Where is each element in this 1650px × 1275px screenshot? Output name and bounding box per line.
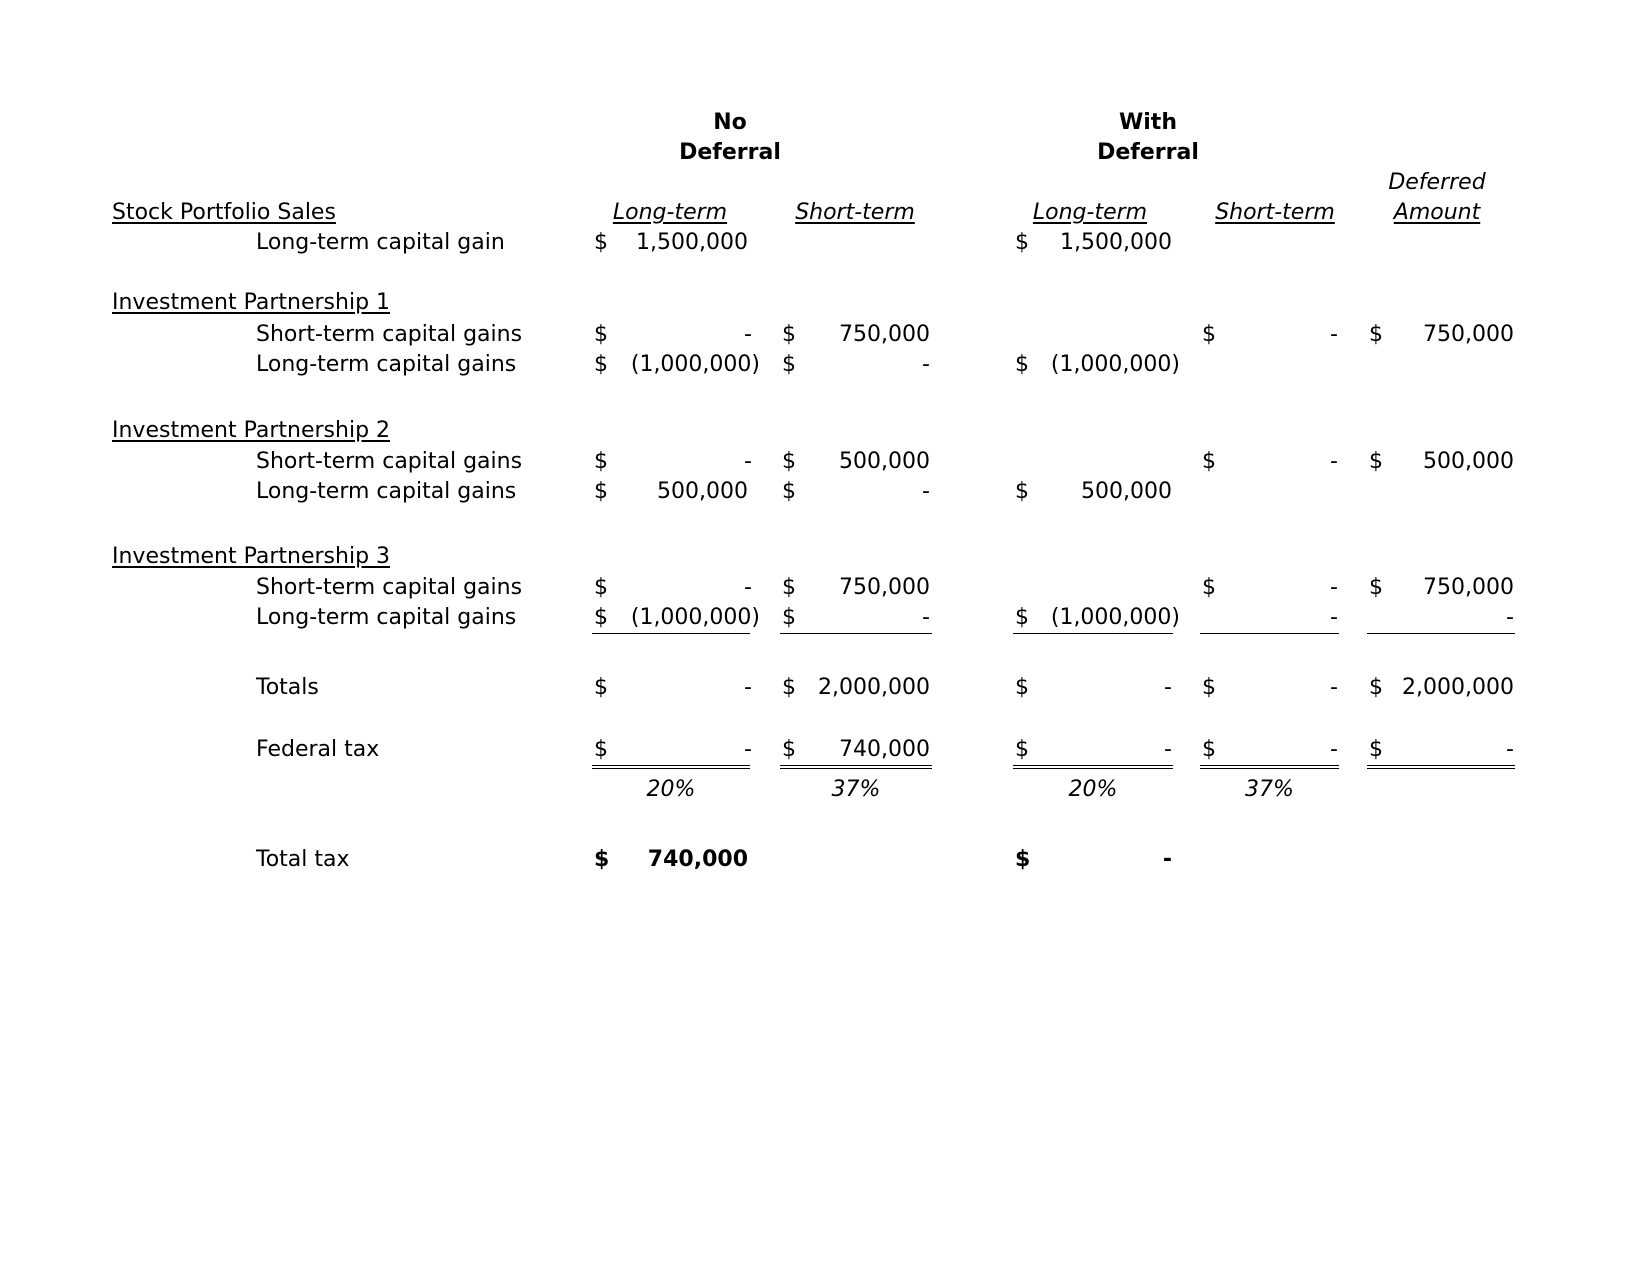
row-label-ip3-lt: Long-term capital gains [256,605,517,630]
deferred-header-line1: Deferred [1388,170,1486,195]
currency-symbol: $ [1202,322,1216,347]
cell-ip1-st-wd-st: - [1330,322,1338,347]
currency-symbol: $ [1015,847,1031,872]
cell-fed-wd-st: - [1330,737,1338,762]
cell-total-tax-wd: - [1162,847,1172,872]
row-label-totals: Totals [256,675,319,700]
cell-totals-nd-st: 2,000,000 [818,675,930,700]
currency-symbol: $ [782,449,796,474]
row-label-ip2-st: Short-term capital gains [256,449,523,474]
cell-totals-wd-st: - [1330,675,1338,700]
currency-symbol: $ [594,575,608,600]
currency-symbol: $ [1015,605,1029,630]
no-deferral-header-line1: No [713,110,747,135]
cell-totals-def: 2,000,000 [1402,675,1514,700]
row-label-ip3-st: Short-term capital gains [256,575,523,600]
currency-symbol: $ [782,605,796,630]
col-header-wd-short-term: Short-term [1215,200,1335,225]
row-label-ip1-lt: Long-term capital gains [256,352,517,377]
currency-symbol: $ [1369,322,1383,347]
cell-ip3-st-nd-st: 750,000 [839,575,930,600]
cell-ip1-st-def: 750,000 [1423,322,1514,347]
currency-symbol: $ [594,737,608,762]
cell-ip3-lt-wd-st: - [1330,605,1338,630]
cell-stock-nd-lt: 1,500,000 [636,230,748,255]
currency-symbol: $ [782,322,796,347]
cell-total-tax-nd: 740,000 [647,847,748,872]
cell-ip2-lt-nd-st: - [922,479,930,504]
currency-symbol: $ [1015,479,1029,504]
section-investment-partnership-3: Investment Partnership 3 [112,544,391,569]
currency-symbol: $ [782,479,796,504]
cell-ip1-lt-nd-st: - [922,352,930,377]
currency-symbol: $ [1202,675,1216,700]
currency-symbol: $ [1369,449,1383,474]
currency-symbol: $ [1015,230,1029,255]
section-stock-portfolio-sales: Stock Portfolio Sales [112,200,336,225]
col-header-nd-long-term: Long-term [612,200,728,225]
cell-totals-wd-lt: - [1164,675,1172,700]
row-label-stock-lt: Long-term capital gain [256,230,505,255]
currency-symbol: $ [594,605,608,630]
cell-ip3-st-wd-st: - [1330,575,1338,600]
with-deferral-header-line2: Deferral [1097,140,1199,165]
cell-ip3-lt-nd-st: - [922,605,930,630]
cell-ip1-st-nd-lt: - [744,322,752,347]
cell-fed-nd-lt: - [744,737,752,762]
cell-ip2-st-wd-st: - [1330,449,1338,474]
cell-ip3-lt-def: - [1506,605,1514,630]
col-header-deferred-amount: Amount [1393,200,1481,225]
currency-symbol: $ [594,322,608,347]
row-label-federal-tax: Federal tax [256,737,380,762]
currency-symbol: $ [1202,575,1216,600]
currency-symbol: $ [1015,675,1029,700]
currency-symbol: $ [1015,737,1029,762]
currency-symbol: $ [782,675,796,700]
cell-ip2-st-def: 500,000 [1423,449,1514,474]
cell-ip2-st-nd-lt: - [744,449,752,474]
section-investment-partnership-2: Investment Partnership 2 [112,418,391,443]
currency-symbol: $ [1202,737,1216,762]
row-label-ip1-st: Short-term capital gains [256,322,523,347]
rate-wd-short-term: 37% [1245,777,1294,802]
currency-symbol: $ [1369,575,1383,600]
cell-ip2-lt-nd-lt: 500,000 [657,479,748,504]
cell-ip1-st-nd-st: 750,000 [839,322,930,347]
currency-symbol: $ [594,230,608,255]
currency-symbol: $ [594,675,608,700]
cell-ip2-lt-wd-lt: 500,000 [1081,479,1172,504]
cell-ip1-lt-nd-lt: (1,000,000) [630,352,760,377]
with-deferral-header-line1: With [1119,110,1177,135]
cell-fed-wd-lt: - [1164,737,1172,762]
cell-ip1-lt-wd-lt: (1,000,000) [1050,352,1180,377]
currency-symbol: $ [594,847,610,872]
row-label-total-tax: Total tax [256,847,350,872]
currency-symbol: $ [594,352,608,377]
currency-symbol: $ [782,737,796,762]
cell-ip3-st-nd-lt: - [744,575,752,600]
col-header-nd-short-term: Short-term [795,200,915,225]
cell-ip3-lt-wd-lt: (1,000,000) [1050,605,1180,630]
currency-symbol: $ [1369,675,1383,700]
rate-nd-long-term: 20% [646,777,696,802]
currency-symbol: $ [1015,352,1029,377]
cell-stock-wd-lt: 1,500,000 [1060,230,1172,255]
cell-totals-nd-lt: - [744,675,752,700]
section-investment-partnership-1: Investment Partnership 1 [112,290,391,315]
currency-symbol: $ [782,575,796,600]
currency-symbol: $ [782,352,796,377]
rate-nd-short-term: 37% [831,777,881,802]
cell-fed-def: - [1506,737,1514,762]
cell-ip2-st-nd-st: 500,000 [839,449,930,474]
cell-ip3-st-def: 750,000 [1423,575,1514,600]
row-label-ip2-lt: Long-term capital gains [256,479,517,504]
rate-wd-long-term: 20% [1068,777,1118,802]
currency-symbol: $ [1202,449,1216,474]
cell-ip3-lt-nd-lt: (1,000,000) [630,605,760,630]
cell-fed-nd-st: 740,000 [839,737,930,762]
currency-symbol: $ [594,479,608,504]
currency-symbol: $ [594,449,608,474]
no-deferral-header-line2: Deferral [679,140,781,165]
currency-symbol: $ [1369,737,1383,762]
col-header-wd-long-term: Long-term [1032,200,1148,225]
